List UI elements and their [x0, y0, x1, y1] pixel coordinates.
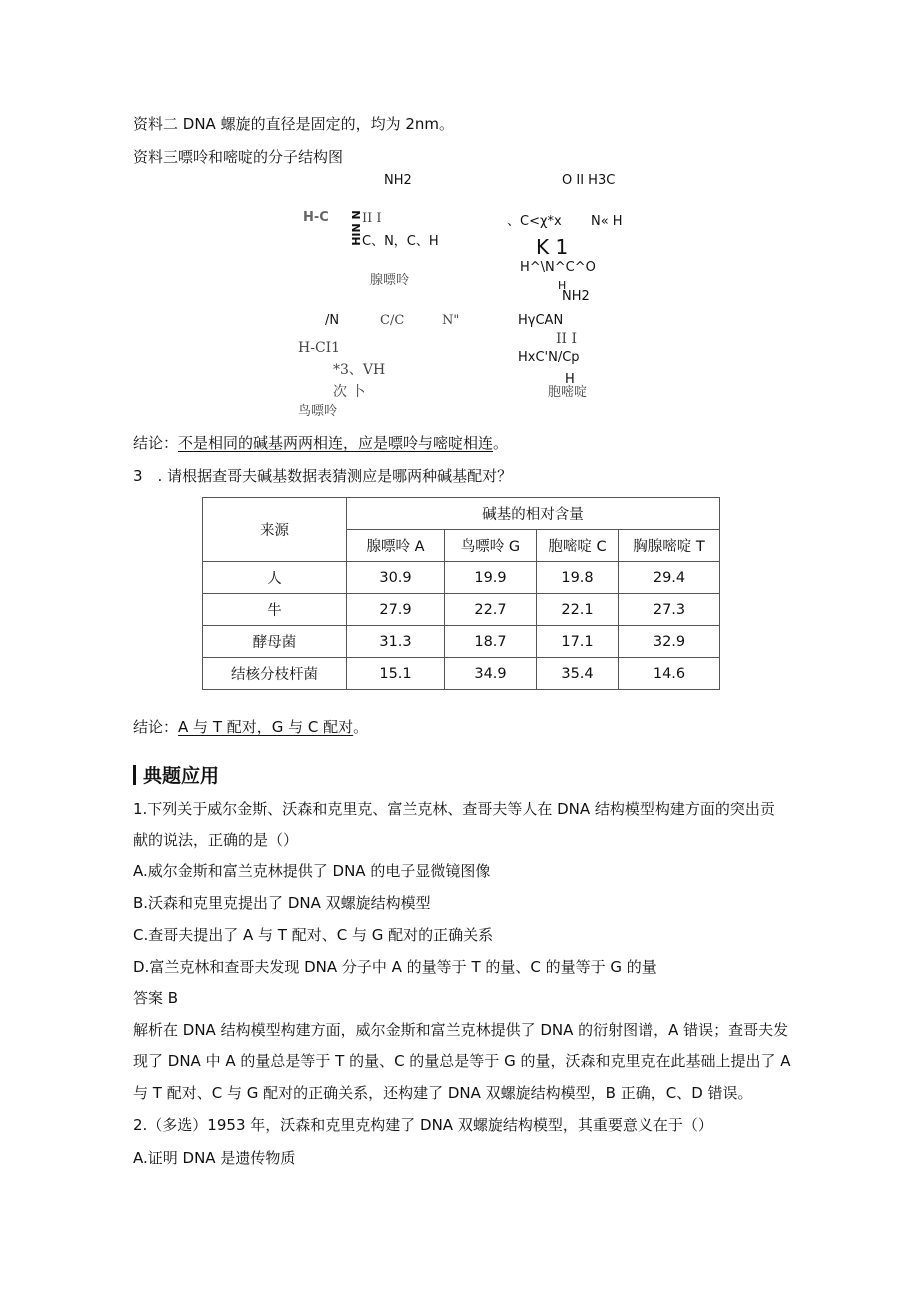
header-source: 来源: [203, 498, 347, 562]
thymine-r2: K 1: [536, 235, 569, 259]
question-3: 3 . 请根据查哥夫碱基数据表猜测应是哪两种碱基配对？: [133, 467, 513, 485]
thymine-r1b: N« H: [591, 214, 623, 229]
cell: 18.7: [445, 626, 537, 658]
material-3-text: 资料三嘌呤和嘧啶的分子结构图: [133, 148, 344, 166]
header-a: 腺嘌呤 A: [347, 530, 445, 562]
cell-source: 人: [203, 562, 347, 594]
chargaff-table: [202, 497, 720, 690]
answer-line: 答案 B: [133, 989, 179, 1007]
section-title: 典题应用: [143, 765, 220, 787]
table-row: [203, 562, 720, 594]
cytosine-r4: H: [565, 372, 575, 387]
header-t: 胸腺嘧啶 T: [619, 530, 720, 562]
cytosine-nh2: NH2: [562, 289, 590, 304]
conclusion-end: 。: [353, 718, 369, 736]
header-g: 鸟嘌呤 G: [445, 530, 537, 562]
guanine-name: 鸟嘌呤: [298, 404, 338, 419]
cytosine-name: 胞嘧啶: [548, 385, 588, 400]
guanine-r2: H-CI1: [298, 340, 341, 356]
cell-source: 酵母菌: [203, 626, 347, 658]
header-group: 碱基的相对含量: [347, 498, 720, 530]
guanine-r4: 次 ⼘: [333, 384, 366, 400]
conclusion-1: [133, 433, 508, 453]
conclusion-2: [133, 717, 368, 737]
text-line: 解析在 DNA 结构模型构建方面，威尔金斯和富兰克林提供了 DNA 的衍射图谱，A 错误；查哥夫发: [133, 1021, 789, 1039]
cell: 31.3: [347, 626, 445, 658]
guanine-r1: /N: [325, 313, 340, 328]
thymine-r4: H: [558, 279, 567, 292]
guanine-r3: *3、VH: [333, 362, 386, 378]
cell: 14.6: [619, 658, 720, 690]
conclusion-end: 。: [493, 434, 509, 452]
cell: 27.9: [347, 594, 445, 626]
cell: 30.9: [347, 562, 445, 594]
header-c: 胞嘧啶 C: [537, 530, 619, 562]
adenine-hc: H-C: [303, 210, 329, 225]
conclusion-text: A 与 T 配对，G 与 C 配对: [178, 718, 354, 736]
cell: 29.4: [619, 562, 720, 594]
conclusion-text: 不是相同的碱基两两相连，应是嘌呤与嘧啶相连: [178, 434, 494, 452]
guanine-r1c: N": [442, 313, 460, 328]
text-line: 现了 DNA 中 A 的量总是等于 T 的量、C 的量总是等于 G 的量，沃森和克里克在此基础上提出了 A: [133, 1052, 791, 1070]
cell: 17.1: [537, 626, 619, 658]
text-line: 2.（多选）1953 年，沃森和克里克构建了 DNA 双螺旋结构模型，其重要意义在于（）: [133, 1116, 713, 1134]
adenine-nh2: NH2: [384, 173, 412, 188]
cytosine-r3: HxC'N/Cp: [518, 350, 580, 365]
table-row: [203, 658, 720, 690]
cell: 35.4: [537, 658, 619, 690]
adenine-r1: II I: [362, 211, 382, 226]
text-line: C.查哥夫提出了 A 与 T 配对、C 与 G 配对的正确关系: [133, 926, 494, 944]
cell: 22.7: [445, 594, 537, 626]
text-line: A.证明 DNA 是遗传物质: [133, 1149, 296, 1167]
text-line: 献的说法，正确的是（）: [133, 831, 299, 849]
heading-bar-icon: [133, 765, 136, 785]
thymine-top: O II H3C: [562, 173, 616, 188]
thymine-r3: H^\N^C^O: [520, 260, 596, 275]
adenine-r2: C、N，C、H: [362, 234, 439, 249]
cell: 27.3: [619, 594, 720, 626]
cell: 22.1: [537, 594, 619, 626]
cell: 19.8: [537, 562, 619, 594]
guanine-r1b: C/C: [380, 313, 405, 328]
cell: 15.1: [347, 658, 445, 690]
conclusion-label: 结论：: [133, 434, 179, 452]
conclusion-label: 结论：: [133, 718, 179, 736]
text-line: 1.下列关于威尔金斯、沃森和克里克、富兰克林、查哥夫等人在 DNA 结构模型构建方面的突出贡: [133, 800, 775, 818]
table-row: [203, 626, 720, 658]
cell: 32.9: [619, 626, 720, 658]
text-line: B.沃森和克里克提出了 DNA 双螺旋结构模型: [133, 894, 431, 912]
text-line: D.富兰克林和查哥夫发现 DNA 分子中 A 的量等于 T 的量、C 的量等于 G 的量: [133, 958, 657, 976]
adenine-side: HIN N: [350, 210, 363, 246]
cell-source: 牛: [203, 594, 347, 626]
section-heading: [133, 764, 219, 788]
text-line: 与 T 配对、C 与 G 配对的正确关系，还构建了 DNA 双螺旋结构模型，B 正确，C、D 错误。: [133, 1084, 753, 1102]
cytosine-r2: II I: [556, 331, 578, 347]
cell: 19.9: [445, 562, 537, 594]
cell: 34.9: [445, 658, 537, 690]
cytosine-r1: HγCAN: [518, 313, 564, 328]
text-line: A.威尔金斯和富兰克林提供了 DNA 的电子显微镜图像: [133, 862, 491, 880]
material-2-text: 资料二 DNA 螺旋的直径是固定的，均为 2nm。: [133, 115, 455, 133]
cell-source: 结核分枝杆菌: [203, 658, 347, 690]
table-row: [203, 594, 720, 626]
thymine-r1: 、C<χ*x: [507, 214, 562, 229]
adenine-name: 腺嘌呤: [370, 273, 410, 288]
